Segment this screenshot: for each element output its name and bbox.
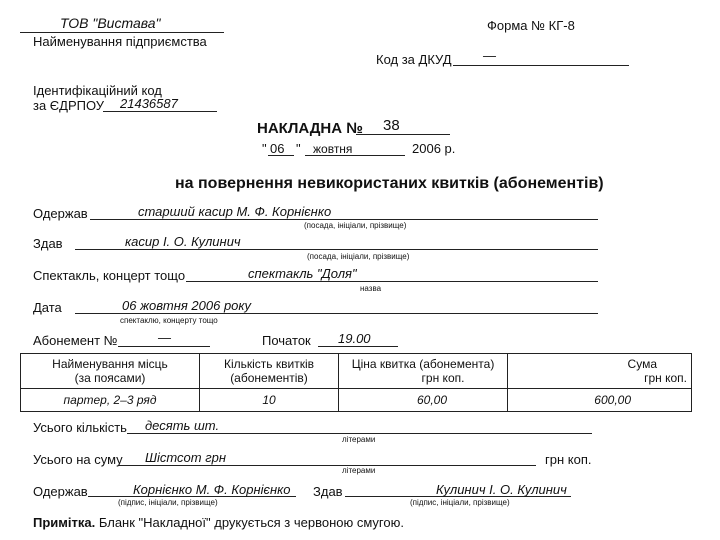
receiver-value: старший касир М. Ф. Корнієнко (138, 204, 332, 219)
note (33, 515, 404, 530)
invoice-subtitle: на повернення невикористаних квитків (абонементів) (175, 175, 604, 192)
total-qty-label: Усього кількість (33, 420, 127, 435)
cell-sum: 600,00 (508, 389, 692, 412)
cell-place: партер, 2–3 ряд (21, 389, 200, 412)
id-label-line1: Ідентифікаційний код (33, 83, 162, 98)
dkud-underline (453, 65, 629, 66)
sign-receiver-hint: (підпис, ініціали, прізвище) (118, 498, 218, 507)
show-hint: назва (360, 284, 382, 293)
dkud-value: — (483, 48, 496, 63)
receiver-hint: (посада, ініціали, прізвище) (304, 221, 407, 230)
cell-qty: 10 (200, 389, 339, 412)
form-number: Форма № КГ-8 (487, 18, 575, 33)
total-sum-label: Усього на суму (33, 452, 123, 467)
cell-price: 60,00 (339, 389, 508, 412)
id-underline (103, 111, 217, 112)
company-label: Найменування підприємства (33, 34, 207, 49)
start-label: Початок (262, 333, 311, 348)
invoice-title: НАКЛАДНА № (257, 120, 363, 137)
receiver-underline (90, 219, 598, 220)
subscription-value: — (158, 330, 171, 345)
show-underline (186, 281, 598, 282)
sign-giver-hint: (підпис, ініціали, прізвище) (410, 498, 510, 507)
note-label: Примітка. (33, 515, 96, 530)
invoice-year: 2006 р. (412, 141, 456, 156)
show-value: спектакль "Доля" (248, 266, 357, 281)
invoice-number-underline (356, 134, 450, 135)
id-label-line2: за ЄДРПОУ (33, 98, 105, 113)
company-underline (20, 32, 224, 33)
col-header-price: Ціна квитка (абонемента) грн коп. (339, 354, 508, 389)
col-header-sum: Сума грн коп. (508, 354, 692, 389)
col-header-place: Найменування місць (за поясами) (21, 354, 200, 389)
start-underline (318, 346, 398, 347)
invoice-number: 38 (383, 117, 400, 134)
table-header-row (21, 354, 692, 389)
date-underline (75, 313, 598, 314)
total-sum-underline (118, 465, 536, 466)
invoice-day: 06 (270, 141, 285, 156)
total-sum-hint: літерами (342, 466, 376, 475)
receiver-label: Одержав (33, 206, 88, 221)
giver-label: Здав (33, 236, 63, 251)
sign-giver-label: Здав (313, 484, 343, 499)
start-value: 19.00 (338, 331, 371, 346)
subscription-label: Абонемент № (33, 333, 118, 348)
table-row (21, 389, 692, 412)
company-name: ТОВ "Вистава" (60, 15, 161, 31)
col-header-qty: Кількість квитків (абонементів) (200, 354, 339, 389)
note-text: Бланк "Накладної" друкується з червоною смугою. (98, 515, 404, 530)
giver-underline (75, 249, 598, 250)
sign-giver-value: Кулинич І. О. Кулинич (436, 482, 567, 497)
date-label: Дата (33, 300, 62, 315)
date-hint: спектаклю, концерту тощо (120, 316, 218, 325)
id-code: 21436587 (120, 96, 178, 111)
giver-value: касир І. О. Кулинич (125, 234, 241, 249)
date-close-quote: " (296, 141, 301, 156)
giver-hint: (посада, ініціали, прізвище) (307, 252, 410, 261)
dkud-label: Код за ДКУД (376, 52, 452, 67)
total-sum-unit: грн коп. (545, 452, 592, 467)
total-sum-value: Шістсот грн (145, 450, 227, 465)
show-label: Спектакль, концерт тощо (33, 268, 186, 283)
date-value: 06 жовтня 2006 року (122, 298, 252, 313)
total-qty-hint: літерами (342, 435, 376, 444)
sign-receiver-value: Корнієнко М. Ф. Корнієнко (133, 482, 291, 497)
total-qty-value: десять шт. (145, 418, 220, 433)
date-open-quote: " (262, 141, 267, 156)
total-qty-underline (127, 433, 592, 434)
subscription-underline (118, 346, 210, 347)
tickets-table (20, 353, 692, 412)
sign-receiver-label: Одержав (33, 484, 88, 499)
invoice-month: жовтня (313, 142, 353, 156)
